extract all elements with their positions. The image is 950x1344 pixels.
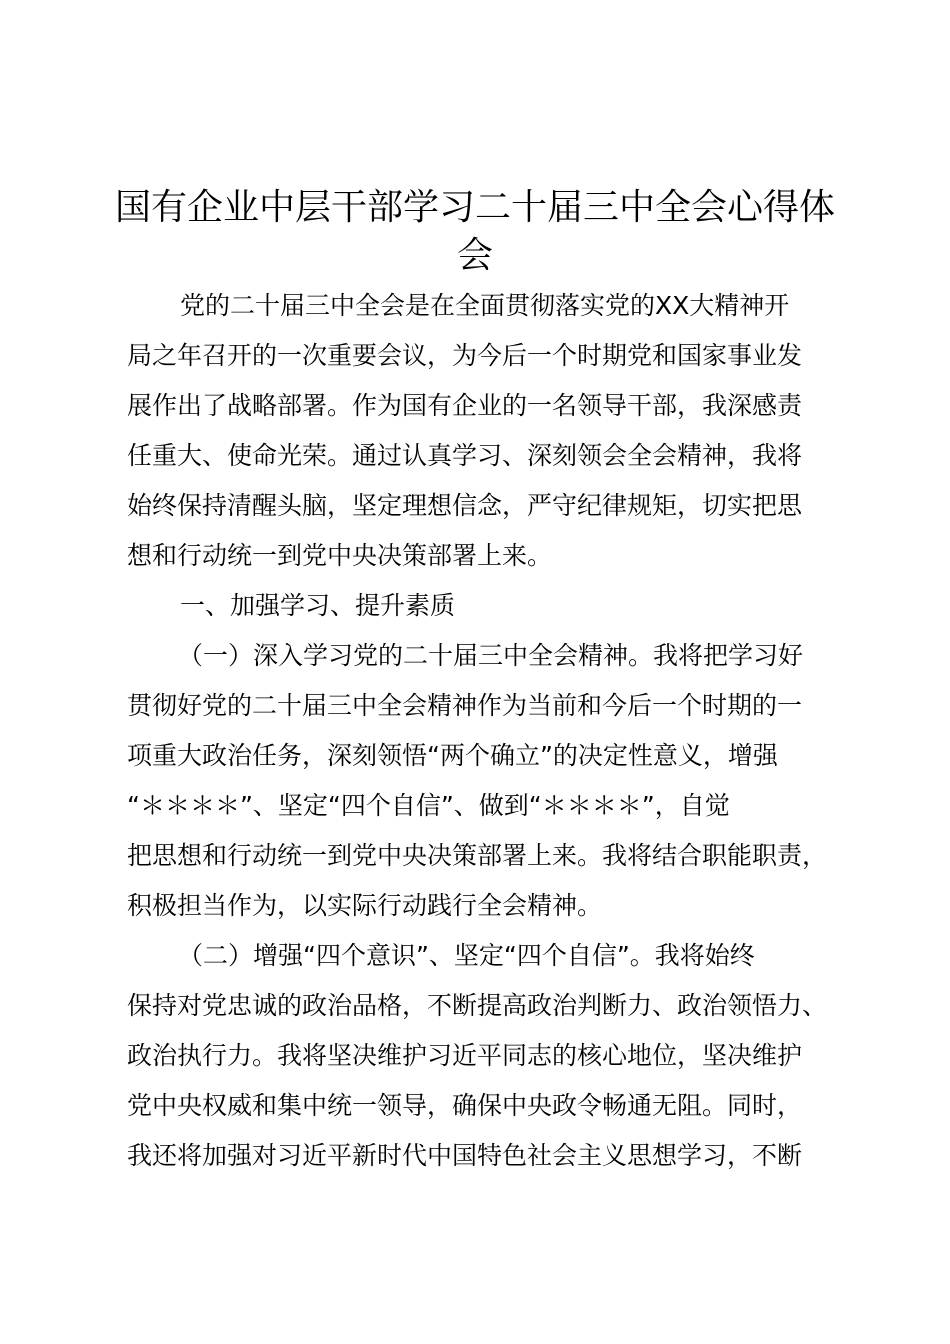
text-line: 保持对党忠诚的政治品格，不断提高政治判断力、政治领悟力、 — [127, 991, 828, 1020]
text-line: （一）深入学习党的二十届三中全会精神。我将把学习好 — [178, 641, 804, 670]
document-title-line-2: 会 — [456, 235, 493, 276]
text-line: 想和行动统一到党中央决策部署上来。 — [127, 541, 553, 570]
text-line: 党的二十届三中全会是在全面贯彻落实党的XX大精神开 — [180, 291, 790, 320]
text-line: 积极担当作为，以实际行动践行全会精神。 — [127, 891, 603, 920]
text-line: 局之年召开的一次重要会议，为今后一个时期党和国家事业发 — [127, 341, 803, 370]
section-heading-text: 一、加强学习、提升素质 — [180, 591, 456, 620]
text-line: 贯彻好党的二十届三中全会精神作为当前和今后一个时期的一 — [127, 691, 803, 720]
text-line: 党中央权威和集中统一领导，确保中央政令畅通无阻。同时， — [127, 1091, 803, 1120]
text-line: 展作出了战略部署。作为国有企业的一名领导干部，我深感责 — [127, 391, 803, 420]
text-line: 把思想和行动统一到党中央决策部署上来。我将结合职能职责， — [127, 841, 828, 870]
text-line: 我还将加强对习近平新时代中国特色社会主义思想学习，不断 — [127, 1141, 803, 1170]
text-line: “＊＊＊＊”、坚定“四个自信”、做到“＊＊＊＊”，自觉 — [127, 791, 730, 820]
text-line: 项重大政治任务，深刻领悟“两个确立”的决定性意义，增强 — [127, 741, 778, 770]
text-line: 任重大、使命光荣。通过认真学习、深刻领会全会精神，我将 — [127, 441, 803, 470]
text-line: 始终保持清醒头脑，坚定理想信念，严守纪律规矩，切实把思 — [127, 491, 803, 520]
text-line: 政治执行力。我将坚决维护习近平同志的核心地位，坚决维护 — [127, 1041, 803, 1070]
text-line: （二）增强“四个意识”、坚定“四个自信”。我将始终 — [178, 941, 755, 970]
document-title-line-1: 国有企业中层干部学习二十届三中全会心得体 — [114, 187, 835, 228]
